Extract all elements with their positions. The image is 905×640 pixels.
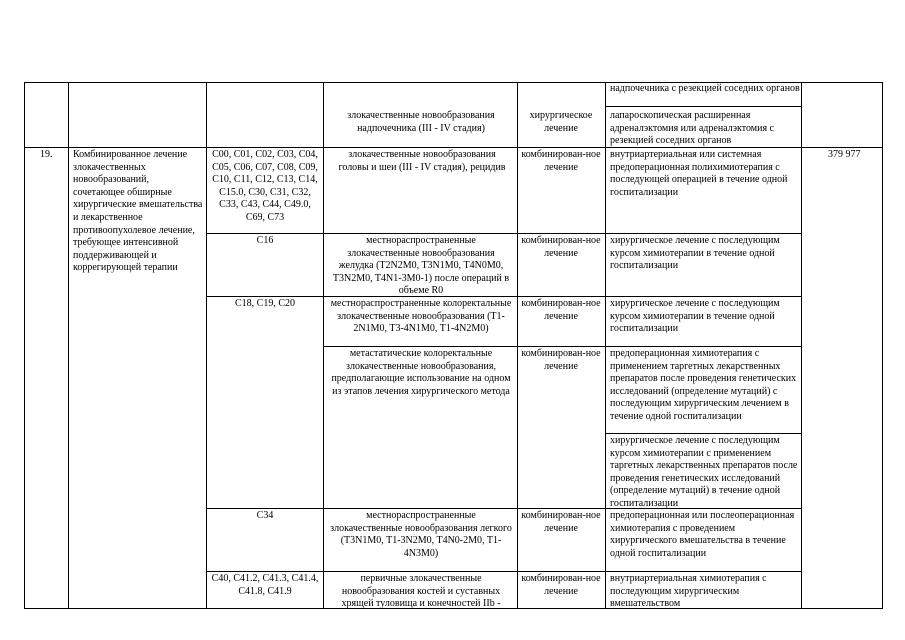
icd-codes-cell: C40, C41.2, C41.3, C41.4, C41.8, C41.9 (211, 573, 319, 597)
table-rule (68, 82, 69, 609)
row-number: 19. (40, 149, 53, 160)
table-rule (206, 233, 802, 234)
treatment-kind-cell: комбинирован-ное лечение (521, 510, 601, 534)
treatment-cell: внутриартериальная или системная предоперационная полихимиотерапия с последующей операцией в течение одной госпитализации (610, 149, 788, 198)
treatment-cell: лапароскопическая расширенная адреналэктомия или адреналэктомия с резекцией соседних органов (610, 110, 774, 147)
treatment-cell: хирургическое лечение с последующим курсом химиотерапии в течение одной госпитализации (610, 298, 780, 335)
table-rule (206, 82, 207, 609)
disease-model-cell: злокачественные новообразования надпочечника (III - IV стадия) (347, 110, 495, 134)
disease-model-cell: метастатические колоректальные злокачественные новообразования, предполагающие использование на одном из этапов лечения хирургического метода (331, 348, 511, 397)
table-rule (605, 106, 801, 107)
icd-codes-cell: C16 (256, 235, 274, 246)
disease-model-cell: местнораспространенные злокачественные новообразования желудка (T2N2M0, T3N1M0, T4N0M0, T3N2M0, T4N1-3M0-1) после операций в объеме R0 (332, 235, 510, 297)
icd-codes-cell: C34 (256, 510, 274, 521)
table-rule (24, 82, 25, 609)
treatment-cell: хирургическое лечение с последующим курсом химиотерапии в течение одной госпитализации (610, 235, 780, 272)
treatment-cell: предоперационная химиотерапия с применением таргетных лекарственных препаратов после проведения генетических исследований (определение мутаций) с последующим хирургическим лечением в течение одной госпитализации (610, 348, 797, 422)
disease-model-cell: местнораспространенные злокачественные новообразования легкого (T3N1M0, T1-3N2M0, T4N0-2M0, T1-4N3M0) (330, 510, 512, 559)
price-cell: 379 977 (828, 149, 861, 160)
table-rule (206, 571, 802, 572)
disease-model-cell: местнораспространенные колоректальные злокачественные новообразования (T1-2N1M0, T3-4N1M0, T1-4N2M0) (330, 298, 512, 335)
treatment-kind-cell: комбинирован-ное лечение (521, 149, 601, 173)
treatment-kind-cell: комбинирован-ное лечение (521, 573, 601, 597)
treatment-cell: предоперационная или послеоперационная химиотерапия с проведением хирургического вмешательства в течение одной госпитализации (610, 510, 795, 559)
table-rule (882, 82, 883, 609)
table-rule (801, 82, 802, 609)
treatment-kind-cell: комбинирован-ное лечение (521, 348, 601, 372)
icd-codes-cell: C18, C19, C20 (234, 298, 295, 309)
treatment-kind-cell: хирургическое лечение (529, 110, 593, 134)
table-rule (605, 82, 606, 609)
table-rule (323, 346, 802, 347)
care-type-name: Комбинированное лечение злокачественных новообразований, сочетающее обширные хирургические вмешательства и лекарственное противоопухолевое лечение, требующее интенсивной поддерживающей и коррегирующей терапии (73, 149, 203, 274)
table-rule (517, 82, 518, 609)
disease-model-cell: злокачественные новообразования головы и шеи (III - IV стадия), рецидив (338, 149, 506, 173)
treatment-cell: надпочечника с резекцией соседних органов (610, 83, 800, 94)
table-rule (605, 433, 802, 434)
treatment-kind-cell: комбинирован-ное лечение (521, 235, 601, 259)
disease-model-cell: первичные злокачественные новообразования костей и суставных хрящей туловища и конечностей IIb - (341, 573, 501, 610)
treatment-cell: хирургическое лечение с последующим курсом химиотерапии с применением таргетных лекарственных препаратов после проведения генетических исследований (определение мутаций) в течение одной госпитализации (610, 435, 798, 509)
table-rule (323, 82, 324, 609)
treatment-kind-cell: комбинирован-ное лечение (521, 298, 601, 322)
treatment-cell: внутриартериальная химиотерапия с последующим хирургическим вмешательством (610, 573, 767, 610)
icd-codes-cell: C00, C01, C02, C03, C04, C05, C06, C07, C08, C09, C10, C11, C12, C13, C14, C15.0, C30, C31, C32, C33, C43, C44, C49.0, C69, C73 (212, 149, 318, 223)
